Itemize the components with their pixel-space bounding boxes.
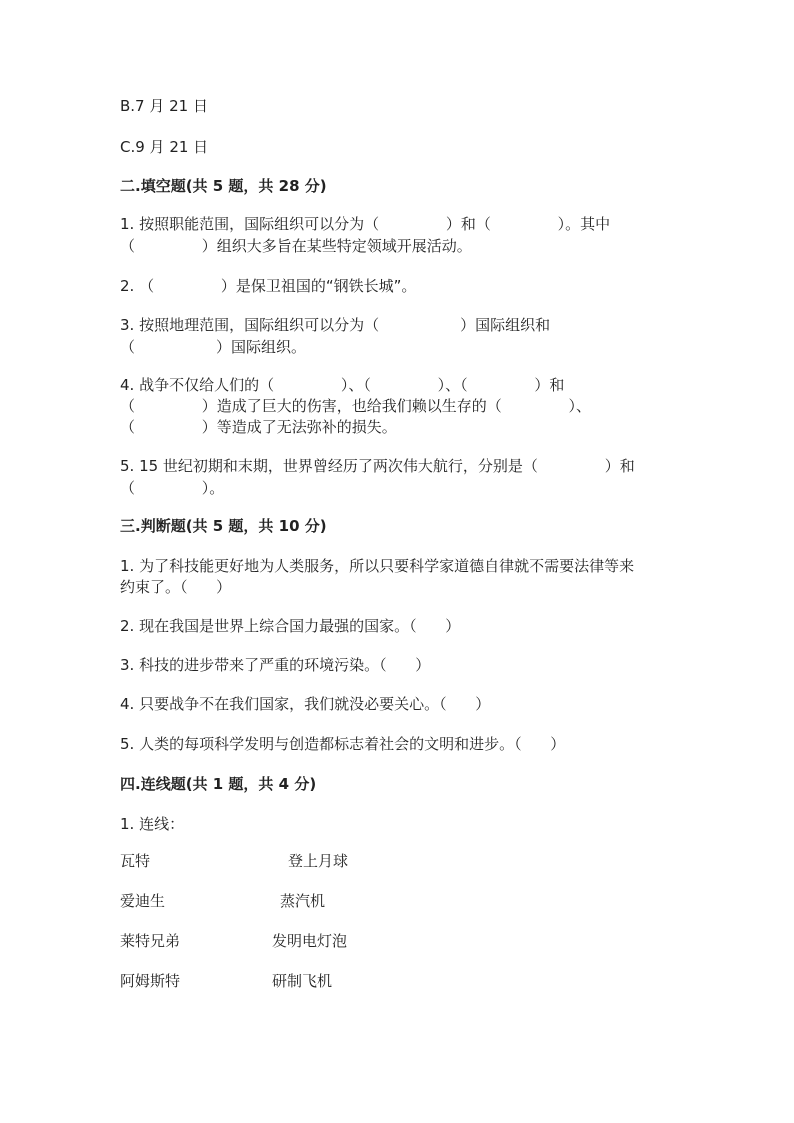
s2-q4-line3: （ ）等造成了无法弥补的损失。 <box>120 418 397 436</box>
s3-q1-line2: 约束了。（ ） <box>120 578 232 596</box>
option-c: C.9 月 21 日 <box>120 138 209 156</box>
s2-q2-line1: 2. （ ）是保卫祖国的“钢铁长城”。 <box>120 277 417 295</box>
match-left-item: 莱特兄弟 <box>120 932 181 950</box>
s3-q3-line1: 3. 科技的进步带来了严重的环境污染。（ ） <box>120 656 431 674</box>
s2-q1-line1: 1. 按照职能范围，国际组织可以分为（ ）和（ ）。其中 <box>120 215 611 233</box>
match-right-item: 蒸汽机 <box>280 892 326 910</box>
s2-q3-line1: 3. 按照地理范围，国际组织可以分为（ ）国际组织和 <box>120 316 551 334</box>
s2-q5-line1: 5. 15 世纪初期和末期，世界曾经历了两次伟大航行，分别是（ ）和 <box>120 457 635 475</box>
section-2-heading: 二.填空题(共 5 题，共 28 分) <box>120 177 327 195</box>
s2-q5-line2: （ ）。 <box>120 479 225 497</box>
s2-q1-line2: （ ）组织大多旨在某些特定领域开展活动。 <box>120 237 472 255</box>
s3-q5-line1: 5. 人类的每项科学发明与创造都标志着社会的文明和进步。（ ） <box>120 735 566 753</box>
s3-q4-line1: 4. 只要战争不在我们国家，我们就没必要关心。（ ） <box>120 695 491 713</box>
match-right-item: 登上月球 <box>288 852 349 870</box>
match-right-item: 发明电灯泡 <box>272 932 348 950</box>
s2-q3-line2: （ ）国际组织。 <box>120 338 307 356</box>
s3-q2-line1: 2. 现在我国是世界上综合国力最强的国家。（ ） <box>120 617 461 635</box>
match-left-item: 瓦特 <box>120 852 151 870</box>
s3-q1-line1: 1. 为了科技能更好地为人类服务，所以只要科学家道德自律就不需要法律等来 <box>120 557 635 575</box>
match-left-item: 阿姆斯特 <box>120 972 181 990</box>
match-right-item: 研制飞机 <box>272 972 333 990</box>
match-left-item: 爱迪生 <box>120 892 166 910</box>
section-4-heading: 四.连线题(共 1 题，共 4 分) <box>120 775 317 793</box>
s2-q4-line1: 4. 战争不仅给人们的（ ）、（ ）、（ ）和 <box>120 376 565 394</box>
option-b: B.7 月 21 日 <box>120 97 208 115</box>
s2-q4-line2: （ ）造成了巨大的伤害，也给我们赖以生存的（ ）、 <box>120 397 592 415</box>
section-3-heading: 三.判断题(共 5 题，共 10 分) <box>120 517 327 535</box>
s4-q1-label: 1. 连线： <box>120 815 185 833</box>
